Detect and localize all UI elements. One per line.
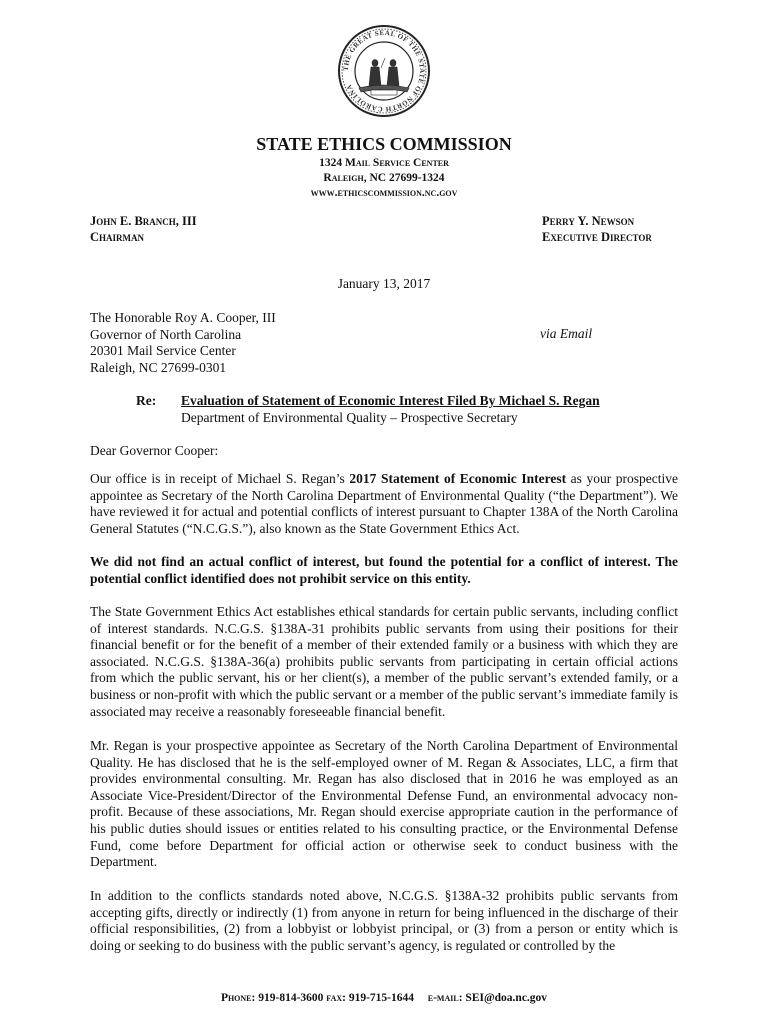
contact-footer <box>0 990 768 1007</box>
phone-number: 919-814-3600 <box>258 992 324 1004</box>
executive-director-name: Perry Y. Newson <box>542 214 635 228</box>
paragraph-gifts: In addition to the conflicts standards noted above, N.C.G.S. §138A-32 prohibits public servants from accepting gifts, directly or indirectly (1) from anyone in return for being influenced in the discharge of their official responsibilities, (2) from a lobbyist or lobbyist principal, or (3) from a person or entity which is doing or seeking to do business with the public servant’s agency, is regulated or controlled by the <box>90 888 678 953</box>
fax-label: fax: <box>326 992 346 1004</box>
p1-after: as your prospective appointee as Secretary of the North Carolina Department of Environmental Quality (“the Department”). We have reviewed it for actual and potential conflicts of interest pursuant to Chapter 138A of the North Carolina General Statutes (“N.C.G.S.”), also known as the State Government Ethics Act. <box>90 471 678 536</box>
phone-label: Phone: <box>220 992 256 1004</box>
executive-director-title: Executive Director <box>542 230 652 244</box>
chairman-title: Chairman <box>90 230 145 244</box>
executive-director-block <box>542 213 652 245</box>
delivery-method: via Email <box>540 326 593 341</box>
paragraph-ethics-act: The State Government Ethics Act establishes ethical standards for certain public servants, including conflict of interest standards. N.C.G.S. §138A-31 prohibits public servants from using their positions for their financial benefit or for the benefit of a member of their extended family or a business with which they are associated. N.C.G.S. §138A-36(a) prohibits public servants from participating in certain official actions from which the public servant, his or her client(s), a member of the public servant’s extended family, or a business or non-profit with which the public servant or a member of the public servant’s immediate family is associated may receive a reasonably foreseeable financial benefit. <box>90 604 678 719</box>
fax-number: 919-715-1644 <box>348 992 415 1004</box>
seal-ring-text: THE GREAT SEAL OF THE STATE OF NORTH CAROLINA <box>341 28 427 114</box>
recipient-line-1: The Honorable Roy A. Cooper, III <box>90 310 276 325</box>
recipient-line-3: 20301 Mail Service Center <box>90 343 236 359</box>
address-line-2: Raleigh, NC 27699-1324 <box>323 172 445 184</box>
recipient-line-2: Governor of North Carolina <box>90 326 242 342</box>
email-address[interactable]: SEI@doa.nc.gov <box>465 992 548 1004</box>
address-line-1: 1324 Mail Service Center <box>319 157 449 169</box>
chairman-name: John E. Branch, III <box>90 214 197 228</box>
email-label: e-mail: <box>427 992 463 1004</box>
recipient-line-4: Raleigh, NC 27699-0301 <box>90 359 227 375</box>
subject-line-1: Evaluation of Statement of Economic Interest Filed By Michael S. Regan <box>181 393 600 408</box>
website-link[interactable]: www.ethicscommission.nc.gov <box>310 187 458 199</box>
paragraph-disclosures: Mr. Regan is your prospective appointee as Secretary of the North Carolina Department of Environmental Quality. He has disclosed that he is the self-employed owner of M. Regan & Associates, LLC, a firm that provides environmental consulting. Mr. Regan has also disclosed that in 2016 he was employed as an Associate Vice-President/Director of the Environmental Defense Fund, an environmental advocacy non-profit. Because of these associations, Mr. Regan should exercise appropriate caution in the performance of his public duties should issues or entities related to his consulting practice, or the Environmental Defense Fund, come before Department for official action or otherwise seek to conduct business with the Department. <box>90 738 678 870</box>
p1-bold: 2017 Statement of Economic Interest <box>349 471 567 486</box>
state-seal-icon <box>337 24 431 118</box>
subject-line-2: Department of Environmental Quality – Prospective Secretary <box>181 409 518 425</box>
paragraph-finding: We did not find an actual conflict of interest, but found the potential for a conflict of interest. The potential conflict identified does not prohibit service on this entity. <box>90 554 678 586</box>
chairman-block <box>90 213 197 245</box>
paragraph-receipt <box>90 471 678 537</box>
p1-before: Our office is in receipt of Michael S. Regan’s <box>90 471 350 486</box>
re-subject <box>181 393 600 426</box>
commission-title: STATE ETHICS COMMISSION <box>256 134 512 154</box>
recipient-address <box>90 310 276 376</box>
letter-date: January 13, 2017 <box>337 276 431 291</box>
re-label: Re: <box>136 393 157 408</box>
salutation: Dear Governor Cooper: <box>90 443 219 458</box>
